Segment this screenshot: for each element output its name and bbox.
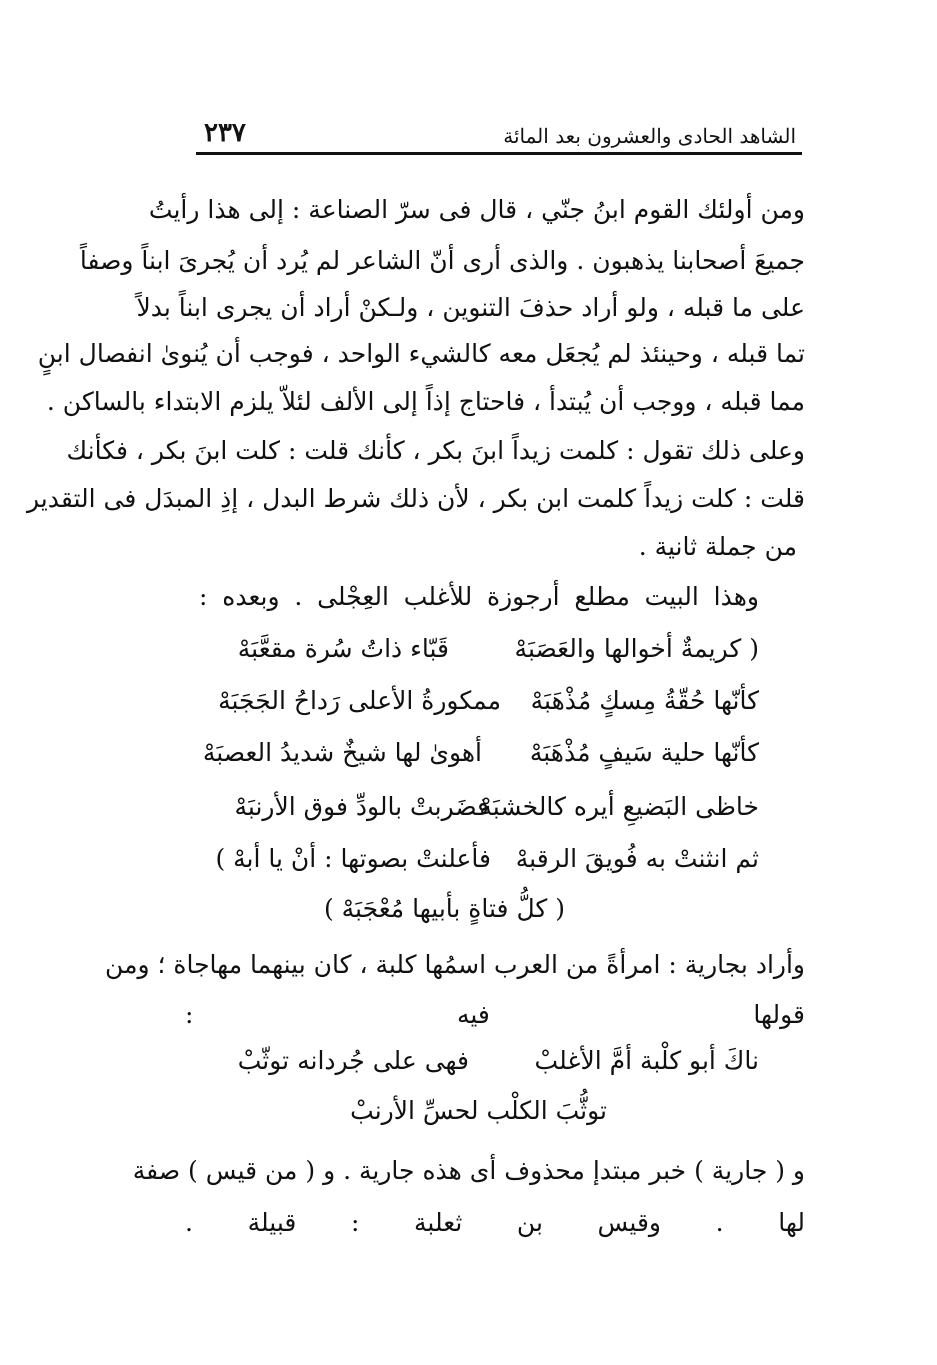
verse-single: ( كلُّ فتاةٍ بأبيها مُعْجَبَهْ ) — [323, 894, 565, 923]
text-line: جميعَ أصحابنا يذهبون . والذى أرى أنّ الشاعر لم يُرد أن يُجرىَ ابناً وصفاً — [79, 246, 805, 275]
text-line: و ( جارية ) خبر مبتدإ محذوف أى هذه جارية . و ( من قيس ) صفة — [132, 1156, 805, 1185]
verse-left-hemistich: ممكورةُ الأعلى رَداحُ الجَجَبَهْ — [218, 686, 501, 715]
text-line: لها . وقيس بن ثعلبة : قبيلة . — [185, 1208, 805, 1237]
verse-left-hemistich: فأعلنتْ بصوتها : أنْ يا أبهْ ) — [215, 844, 491, 873]
text-line: وأراد بجارية : امرأةً من العرب اسمُها كلبة ، كان بينهما مهاجاة ؛ ومن — [105, 950, 805, 979]
verse-right-hemistich: كأنّها حُقّةُ مِسكٍ مُذْهَبَهْ — [530, 686, 759, 715]
header-rule — [196, 152, 802, 155]
verse-right-hemistich: ثم انثنتْ به فُويقَ الرقبهْ — [515, 844, 759, 873]
header-title: الشاهد الحادى والعشرون بعد المائة — [503, 124, 796, 148]
verse-left-hemistich: أهوىٰ لها شيخٌ شديدُ العصبَهْ — [202, 738, 482, 767]
text-line: ومن أولئك القوم ابنُ جنّي ، قال فى سرّ الصناعة : إلى هذا رأيتُ — [148, 195, 805, 224]
poem-intro: وهذا البيت مطلع أرجوزة للأغلب العِجْلى . وبعده : — [199, 582, 759, 611]
running-header — [200, 118, 796, 156]
text-line: مما قبله ، ووجب أن يُبتدأ ، فاحتاج إذاً إلى الألف لئلاّ يلزم الابتداء بالساكن . — [46, 387, 805, 416]
verse-right-hemistich: ( كريمةٌ أخوالها والعَصَبَهْ — [514, 634, 759, 663]
text-line: وعلى ذلك تقول : كلمت زيداً ابنَ بكر ، كأنك قلت : كلت ابنَ بكر ، فكأنك — [66, 436, 805, 465]
verse-single: توثُّبَ الكلْب لحسِّ الأرنبْ — [350, 1096, 607, 1125]
verse-left-hemistich: فهى على جُردانه توثّبْ — [237, 1046, 469, 1075]
text-line: قولها فيه : — [185, 1000, 805, 1029]
text-line: قلت : كلت زيداً كلمت ابن بكر ، لأن ذلك شرط البدل ، إذِ المبدَل فى التقدير — [26, 484, 805, 513]
verse-right-hemistich: خاظى البَضيعِ أيره كالخشبَهْ — [479, 792, 759, 821]
text-line: على ما قبله ، ولو أراد حذفَ التنوين ، ولـكنْ أراد أن يجرى ابناً بدلاً — [136, 293, 805, 322]
verse-right-hemistich: كأنّها حلية سَيفٍ مُذْهَبَهْ — [529, 738, 759, 767]
text-line: من جملة ثانية . — [638, 532, 797, 561]
page-number: ٢٣٧ — [204, 118, 246, 148]
verse-left-hemistich: فضَربتْ بالودِّ فوق الأرنبَهْ — [234, 792, 489, 821]
text-line: تما قبله ، وحينئذ لم يُجعَل معه كالشيء الواحد ، فوجب أن يُنوىٰ انفصال ابنٍ — [37, 339, 805, 368]
verse-right-hemistich: ناكَ أبو كلْبة أمَّ الأغلبْ — [534, 1046, 759, 1075]
verse-left-hemistich: قَبّاء ذاتُ سُرة مقعَّبَهْ — [237, 634, 449, 663]
